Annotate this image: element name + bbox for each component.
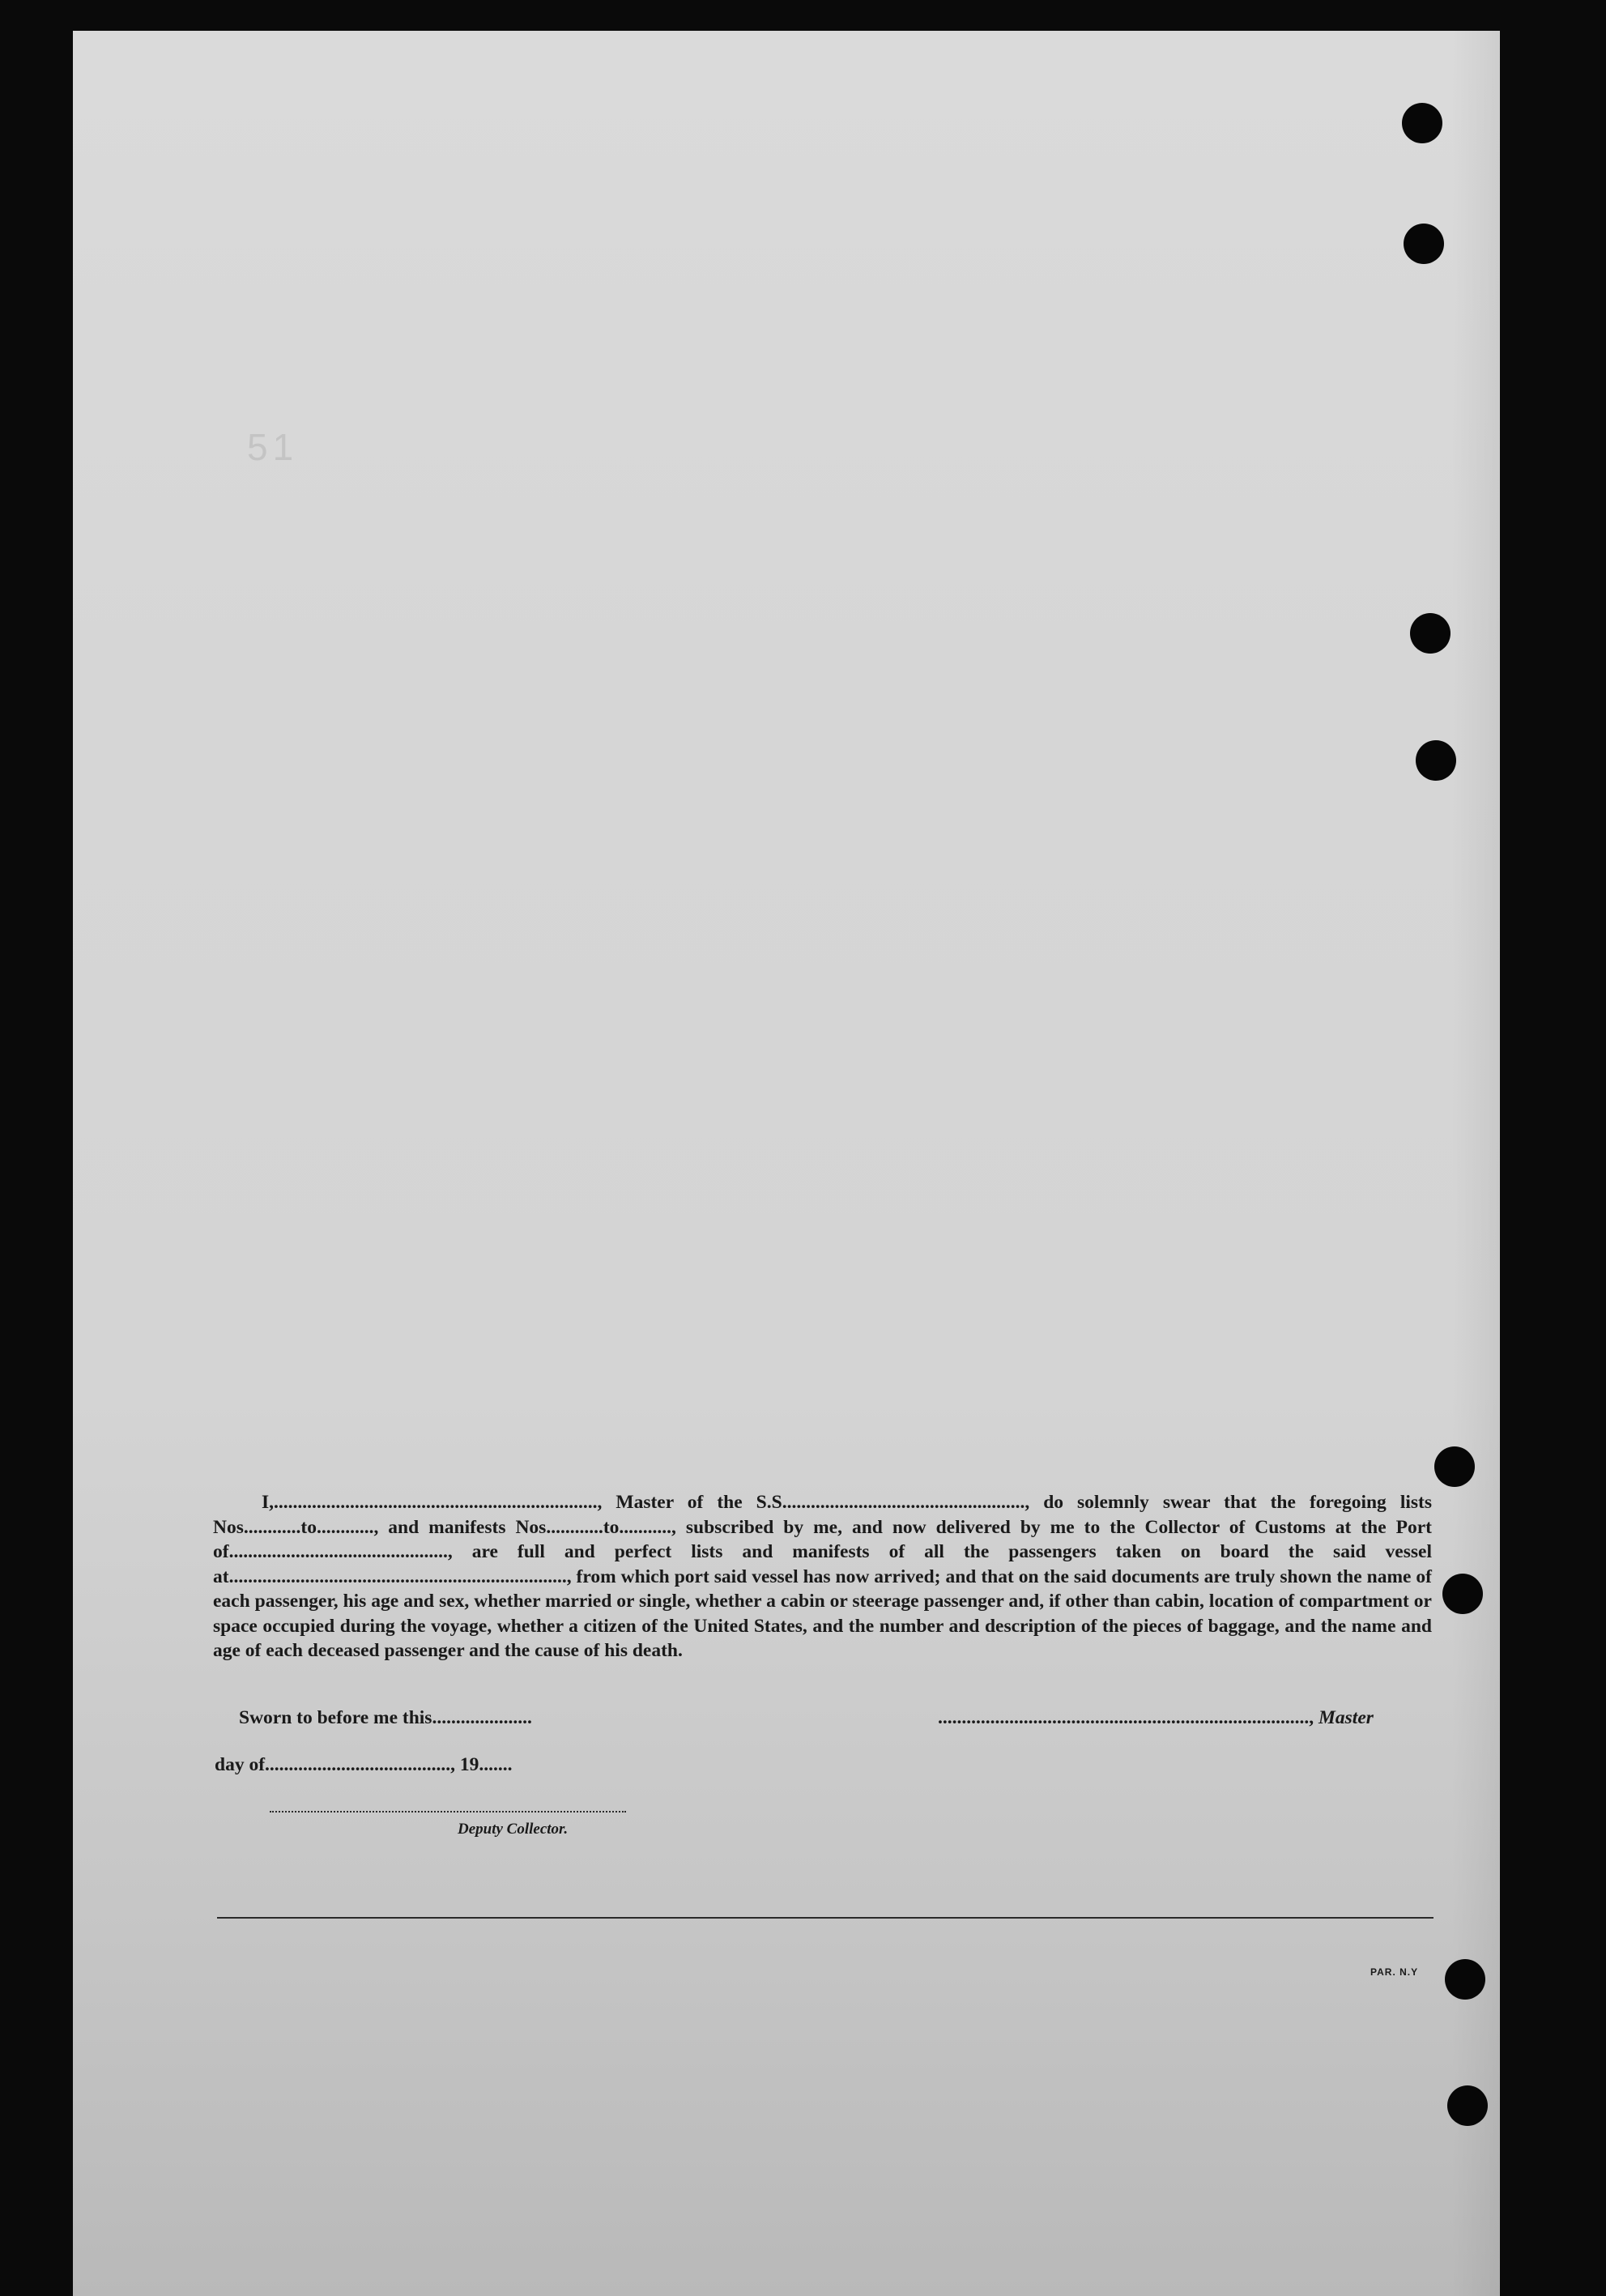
punch-hole <box>1416 740 1456 781</box>
day-of-line: day of......................................., 19....... <box>215 1754 513 1775</box>
punch-hole <box>1402 103 1442 143</box>
page-edge-shade <box>1451 31 1500 2296</box>
punch-hole <box>1404 224 1444 264</box>
oath-text: I,...................................................................., Master of the S.S..................................................., do solemnly swear that the foregoing lists Nos............to............, and manifests Nos............to..........., subscribed by me, and now delivered by me to the Collector of Customs at the Port of.............................................., are full and perfect lists and manifests of all the passengers taken on board the said vessel at......................................................................., from which port said vessel has now arrived; and that on the said documents are truly shown the name of each passenger, his age and sex, whether married or single, whether a cabin or steerage passenger and, if other than cabin, location of compartment or space occupied during the voyage, whether a citizen of the United States, and the number and description of the pieces of baggage, and the name and age of each deceased passenger and the cause of his death. <box>213 1492 1432 1661</box>
punch-hole <box>1447 2085 1488 2126</box>
deputy-signature-dots <box>270 1811 626 1813</box>
sworn-before-line: Sworn to before me this..................... <box>239 1707 532 1728</box>
bottom-rule <box>217 1917 1433 1919</box>
punch-hole <box>1445 1959 1485 2000</box>
faint-page-number: 51 <box>247 426 299 468</box>
punch-hole <box>1442 1574 1483 1614</box>
master-dots: .............................................................................., <box>938 1707 1314 1728</box>
master-label: Master <box>1318 1707 1374 1728</box>
master-signature-line <box>938 1707 1374 1729</box>
deputy-collector-label: Deputy Collector. <box>458 1821 569 1838</box>
form-code: PAR. N.Y <box>1370 1966 1419 1978</box>
punch-hole <box>1434 1446 1475 1487</box>
master-oath-paragraph <box>213 1490 1432 1663</box>
document-page <box>73 31 1500 2296</box>
punch-hole <box>1410 613 1451 654</box>
